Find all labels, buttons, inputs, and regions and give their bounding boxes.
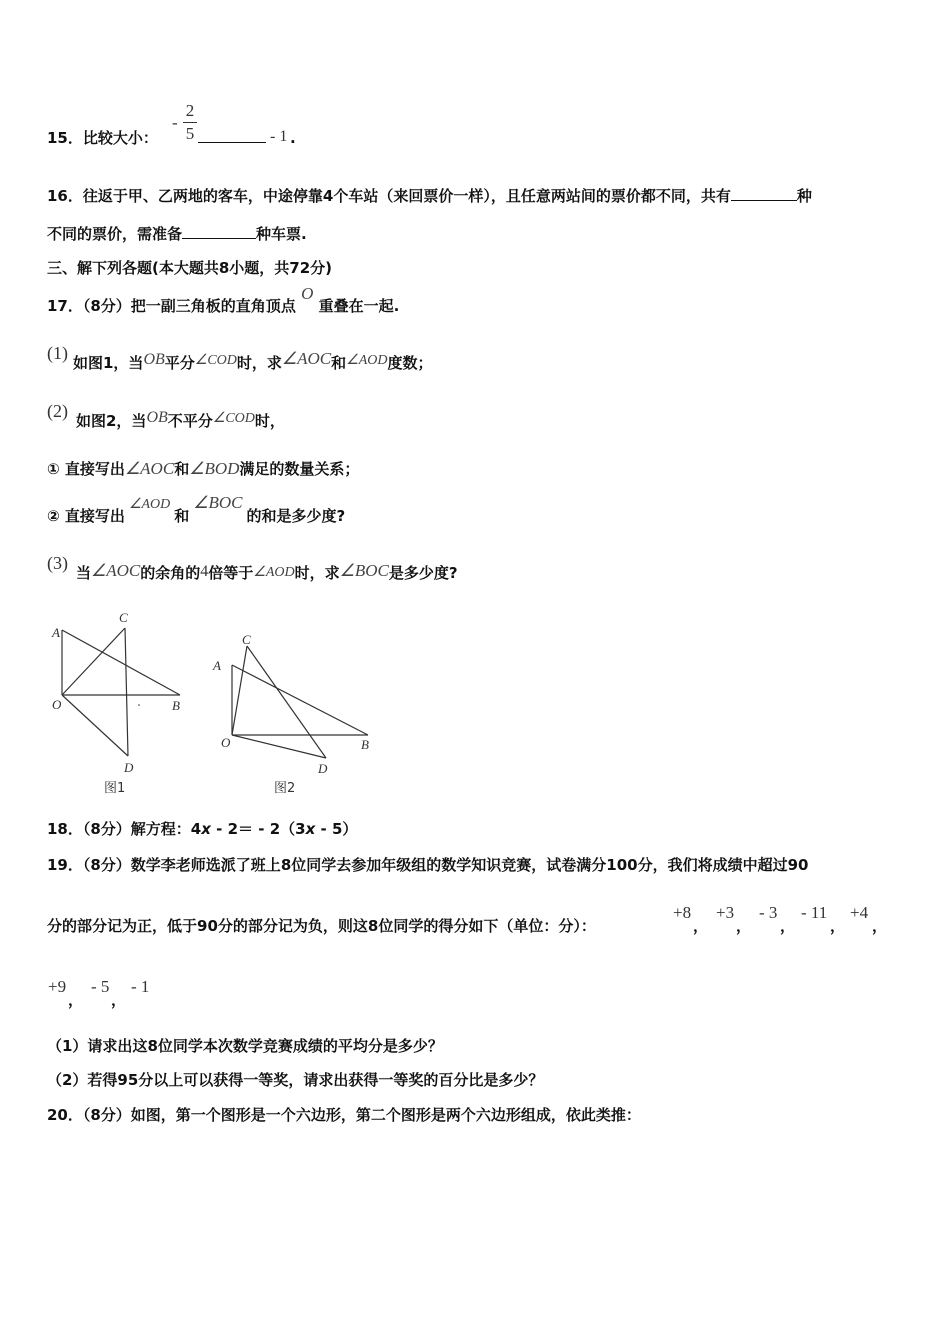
comma: ， [693, 917, 709, 935]
q16-line1-tail: 种 [796, 187, 812, 205]
fig1-caption: 图1 [104, 781, 126, 796]
comma: ， [780, 917, 796, 935]
fig1-label-b: B [172, 698, 180, 713]
q17-p1-and: 和 [331, 354, 347, 372]
q17-p1-b: 平分 [164, 354, 195, 372]
angle-aoc: ∠AOC [124, 459, 175, 478]
q17-part1 [73, 349, 433, 375]
q17-p3-c: 倍等于 [208, 564, 254, 582]
q17-stem-a: 17．（8分）把一副三角板的直角顶点 [47, 297, 296, 315]
comma: ， [68, 991, 84, 1009]
comma: ， [830, 917, 846, 935]
score-1: +8 [673, 903, 692, 922]
angle-aod: ∠AOD [128, 497, 171, 512]
angle-aoc: ∠AOC [281, 349, 332, 368]
q18-text-end: - 5） [315, 820, 358, 838]
q17-p1-c: 时，求 [236, 354, 282, 372]
q16-line2-text: 不同的票价，需准备 [47, 225, 183, 243]
q17-stem-b: 重叠在一起. [318, 297, 400, 315]
q17-sub2-and: 和 [174, 507, 190, 525]
angle-aoc: ∠AOC [91, 561, 141, 580]
fig2-label-c: C [242, 632, 251, 647]
angle-aod: ∠AOD [346, 353, 388, 368]
fig1-label-o: O [52, 697, 62, 712]
q17-part2 [76, 411, 285, 433]
q19-line2: 分的部分记为正，低于90分的部分记为负，则这8位同学的得分如下（单位：分）： [47, 917, 596, 935]
q17-p2-a: 如图2，当 [76, 412, 147, 430]
comma: ， [111, 991, 127, 1009]
q17-p3-e: 是多少度? [388, 564, 458, 582]
q17-p3-b: 的余角的 [140, 564, 201, 582]
score-3: - 3 [759, 903, 778, 922]
segment-cd [125, 628, 128, 756]
q17-sub1 [47, 459, 359, 479]
fig2-label-b: B [361, 737, 369, 752]
angle-boc: ∠BOC [339, 561, 389, 580]
q17-part3 [76, 563, 458, 585]
score-6: +9 [48, 977, 67, 996]
q17-part1-number: (1) [47, 343, 68, 363]
variable-x: x [201, 820, 211, 838]
fig1-label-d: D [124, 760, 134, 775]
figure-2 [232, 646, 368, 758]
variable-x: x [305, 820, 316, 838]
ob-ray: OB [146, 409, 168, 426]
q16-blank1[interactable] [731, 186, 797, 201]
q18-text-a: 18．（8分）解方程：4 [47, 820, 202, 838]
comma: ， [736, 917, 752, 935]
q17-p2-b: 不平分 [167, 412, 213, 430]
fig2-label-a: A [213, 658, 221, 673]
q17-sub2-a: ② 直接写出 [47, 507, 125, 525]
q18-text [47, 819, 357, 839]
q16-line2 [47, 224, 307, 244]
q17-sub1-b: 满足的数量关系； [239, 460, 360, 478]
q15-prefix: 15．比较大小： [47, 129, 158, 147]
angle-cod: ∠COD [194, 353, 237, 368]
number-four: 4 [200, 563, 209, 580]
q15-minus: - [172, 113, 178, 132]
score-4: - 11 [801, 903, 828, 922]
q15-period: . [290, 129, 296, 147]
q16-line2-tail: 种车票. [256, 225, 307, 243]
ob-ray: OB [143, 351, 165, 368]
q17-sub1-and: 和 [174, 460, 190, 478]
q20-text: 20．（8分）如图，第一个图形是一个六边形，第二个图形是两个六边形组成，依此类推： [47, 1106, 641, 1124]
q17-p1-d: 度数； [387, 354, 433, 372]
q19-sub2: （2）若得95分以上可以获得一等奖，请求出获得一等奖的百分比是多少？ [47, 1071, 544, 1089]
score-2: +3 [716, 903, 735, 922]
q17-stem [47, 284, 400, 316]
segment-ab [232, 665, 368, 735]
q17-p3-d: 时，求 [294, 564, 340, 582]
q16-blank2[interactable] [182, 224, 256, 239]
q17-sub2 [47, 493, 346, 528]
segment-oc [62, 628, 125, 695]
angle-boc: ∠BOC [193, 493, 243, 512]
section-three-heading: 三、解下列各题(本大题共8小题，共72分) [47, 259, 333, 277]
angle-aod: ∠AOD [253, 565, 295, 580]
q17-p3-a: 当 [76, 564, 92, 582]
q18-text-mid: - 2＝ - 2（3 [210, 820, 306, 838]
score-8: - 1 [131, 977, 150, 996]
q15-fraction [183, 101, 197, 144]
fig2-caption: 图2 [274, 781, 296, 796]
q17-sub2-b: 的和是多少度? [246, 507, 346, 525]
segment-od [62, 695, 128, 756]
angle-cod: ∠COD [212, 411, 255, 426]
fig1-label-c: C [119, 610, 128, 625]
point-o: O [301, 284, 314, 303]
figure-1 [62, 628, 180, 756]
q19-sub1: （1）请求出这8位同学本次数学竞赛成绩的平均分是多少？ [47, 1037, 443, 1055]
fig1-label-a: A [52, 625, 60, 640]
q15-numerator: 2 [185, 101, 195, 120]
q15-denominator: 5 [185, 124, 195, 143]
q17-part2-number: (2) [47, 401, 68, 421]
q16-line1 [47, 186, 812, 206]
q17-sub1-a: ① 直接写出 [47, 460, 125, 478]
q17-figures [40, 608, 390, 798]
fraction-bar [183, 122, 197, 123]
segment-oc [232, 646, 247, 735]
q15-blank-line[interactable] [198, 128, 266, 148]
score-5: +4 [850, 903, 869, 922]
fig1-dot [138, 704, 140, 706]
fig2-label-o: O [221, 735, 231, 750]
q16-line1-text: 16．往返于甲、乙两地的客车，中途停靠4个车站（来回票价一样），且任意两站间的票价都不同，共有 [47, 187, 731, 205]
comma: ， [872, 917, 888, 935]
q19-line1: 19．（8分）数学李老师选派了班上8位同学去参加年级组的数学知识竞赛，试卷满分100分，我们将成绩中超过90 [47, 856, 809, 874]
q17-p1-a: 如图1，当 [73, 354, 144, 372]
angle-bod: ∠BOD [189, 459, 240, 478]
score-7: - 5 [91, 977, 110, 996]
segment-ab [62, 630, 180, 695]
q15-rhs: - 1 [270, 128, 288, 145]
fig2-label-d: D [318, 761, 328, 776]
q17-part3-number: (3) [47, 553, 68, 573]
q17-p2-c: 时， [254, 412, 285, 430]
